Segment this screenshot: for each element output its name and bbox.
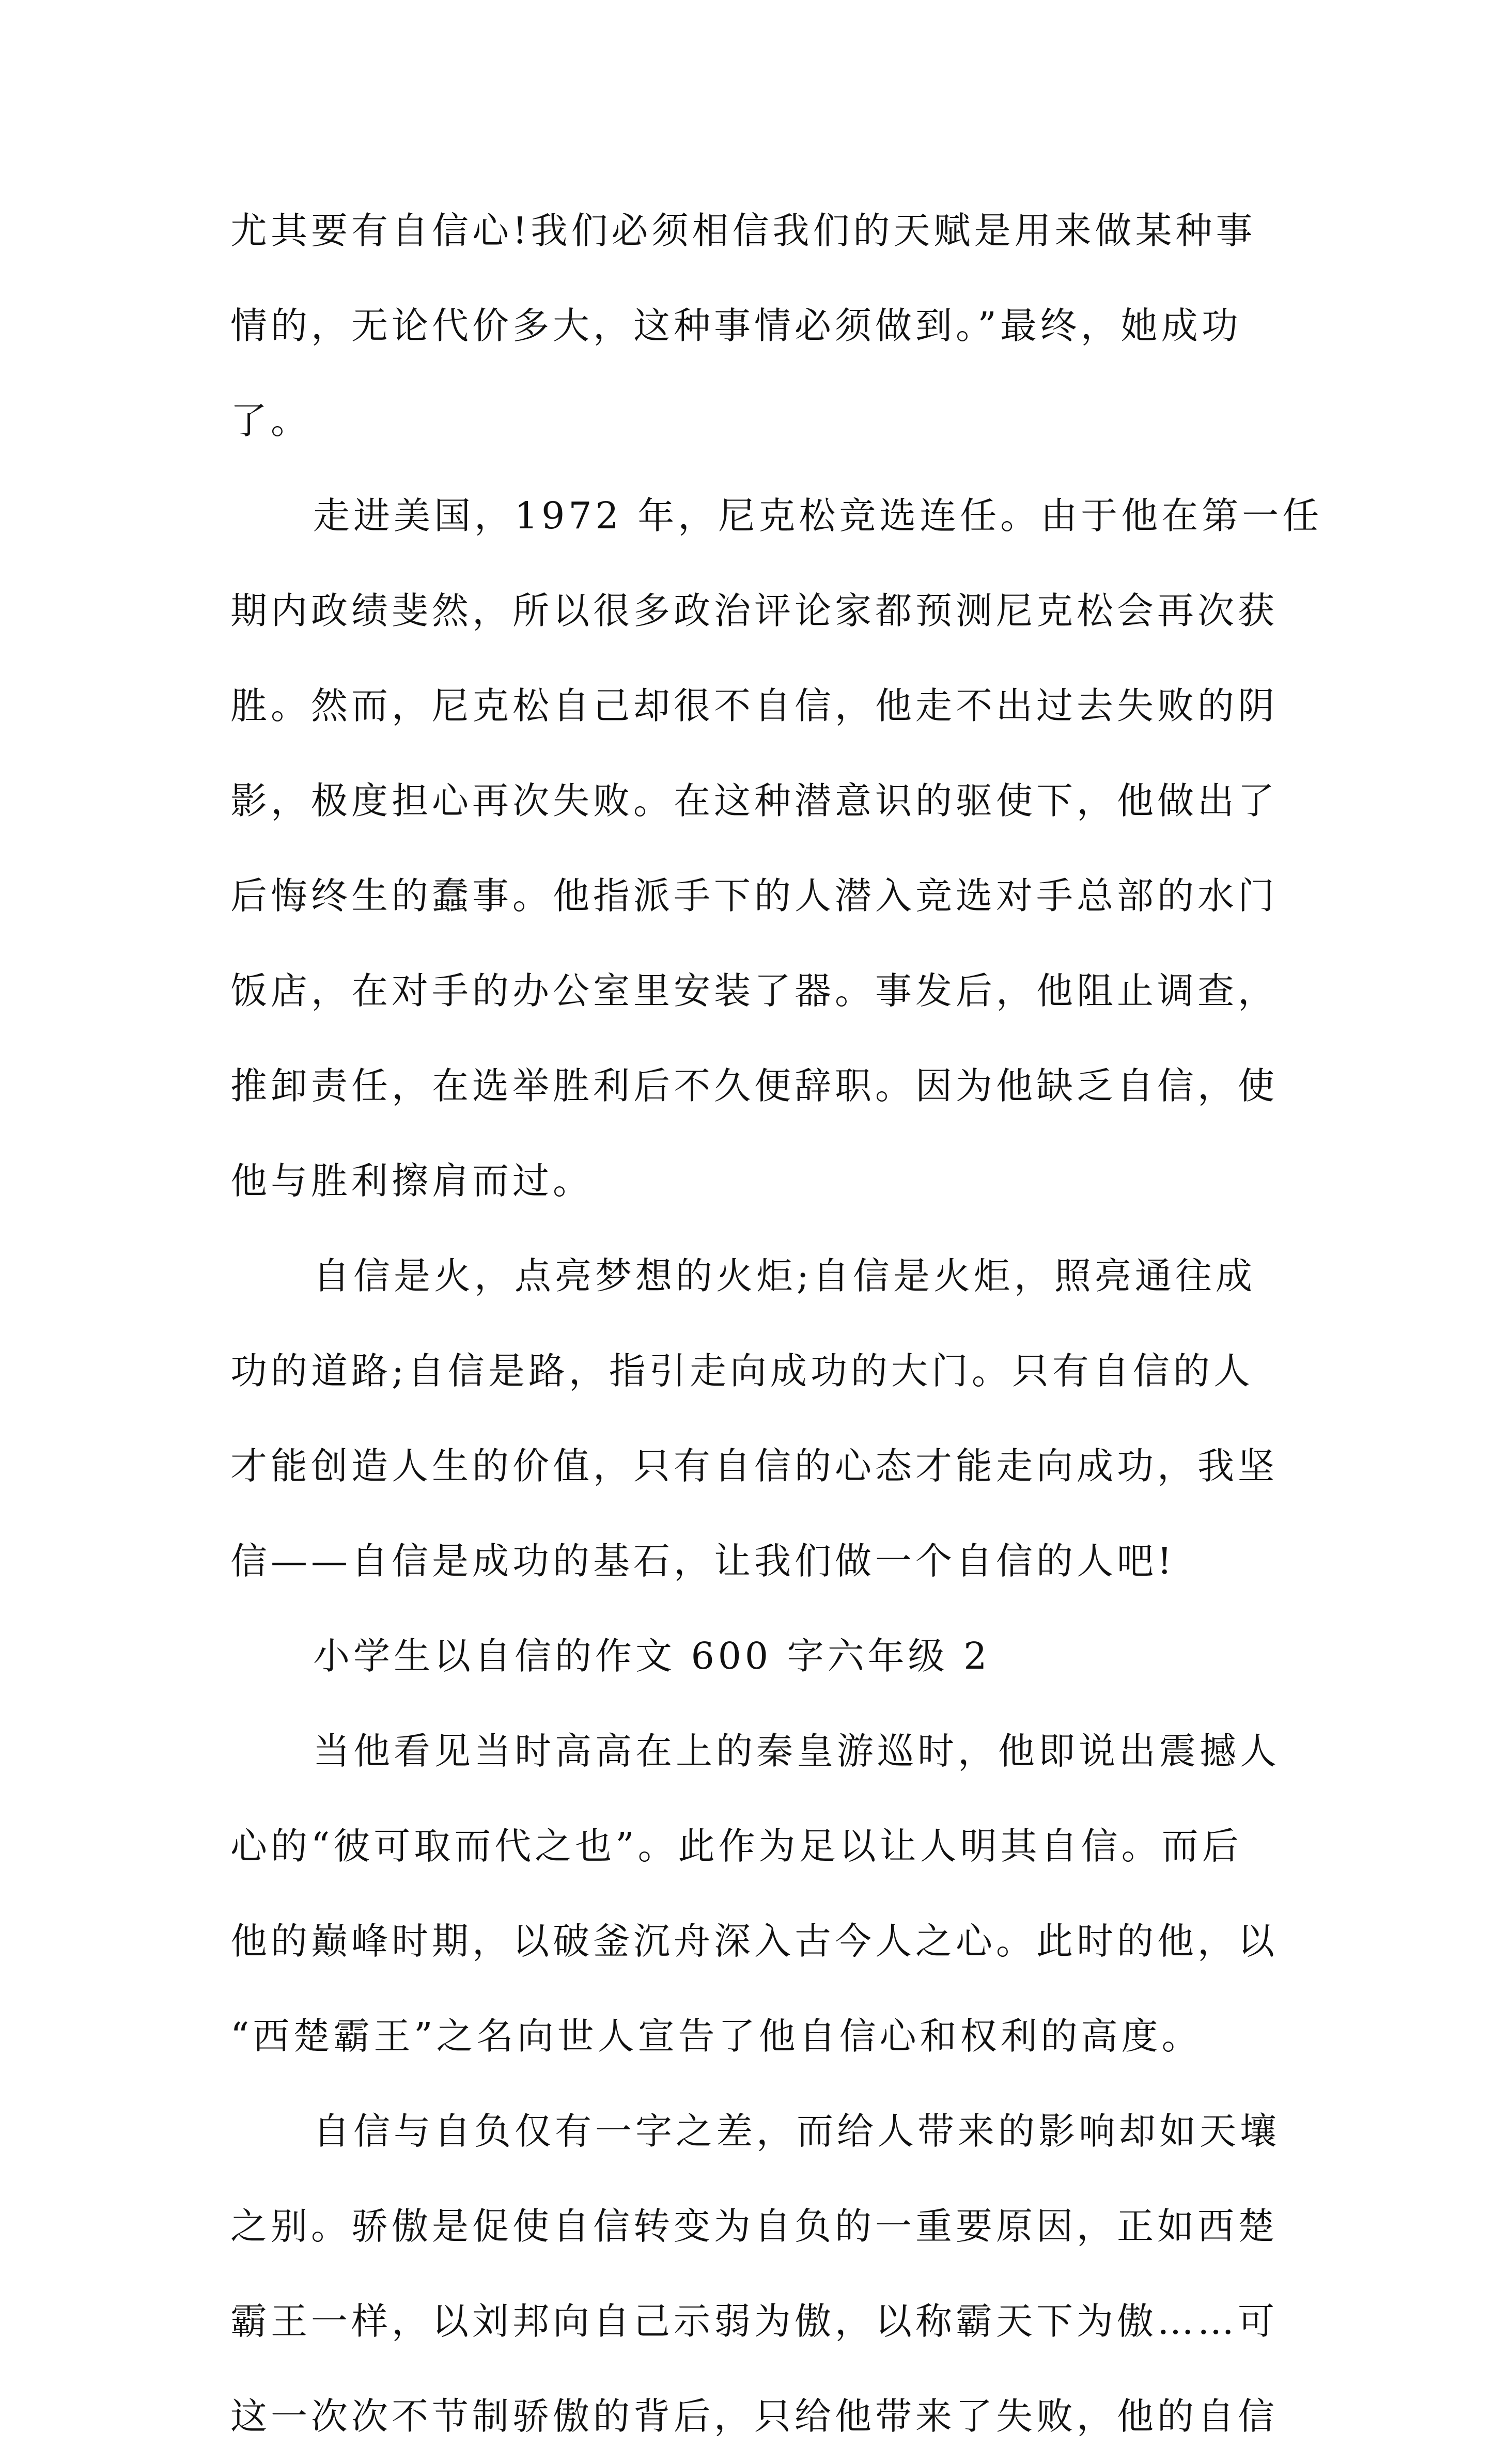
text-line: 信——自信是成功的基石，让我们做一个自信的人吧! (230, 1540, 1176, 1582)
text-line: 尤其要有自信心!我们必须相信我们的天赋是用来做某种事 (230, 209, 1256, 252)
text-line: 他的巅峰时期，以破釜沉舟深入古今人之心。此时的他，以 (230, 1920, 1279, 1963)
paragraph-start-line: 走进美国，1972 年，尼克松竞选连任。由于他在第一任 (313, 494, 1323, 537)
text-line: 之别。骄傲是促使自信转变为自负的一重要原因，正如西楚 (230, 2205, 1279, 2248)
text-line: 期内政绩斐然，所以很多政治评论家都预测尼克松会再次获 (230, 589, 1279, 632)
paragraph-start-line: 自信是火，点亮梦想的火炬;自信是火炬，照亮通往成 (313, 1254, 1256, 1297)
text-line: “西楚霸王”之名向世人宣告了他自信心和权利的高度。 (230, 2015, 1202, 2058)
text-line: 他与胜利擦肩而过。 (230, 1159, 594, 1202)
text-line: 才能创造人生的价值，只有自信的心态才能走向成功，我坚 (230, 1445, 1279, 1487)
paragraph-start-line: 自信与自负仅有一字之差，而给人带来的影响却如天壤 (313, 2110, 1281, 2153)
text-line: 推卸责任，在选举胜利后不久便辞职。因为他缺乏自信，使 (230, 1064, 1279, 1107)
text-line: 霸王一样，以刘邦向自己示弱为傲，以称霸天下为傲……可 (230, 2300, 1279, 2343)
text-line: 影，极度担心再次失败。在这种潜意识的驱使下，他做出了 (230, 779, 1279, 822)
paragraph-start-line: 当他看见当时高高在上的秦皇游巡时，他即说出震撼人 (313, 1730, 1281, 1772)
text-line: 功的道路;自信是路，指引走向成功的大门。只有自信的人 (230, 1349, 1254, 1392)
text-line: 心的“彼可取而代之也”。此作为足以让人明其自信。而后 (230, 1825, 1242, 1867)
text-line: 胜。然而，尼克松自己却很不自信，他走不出过去失败的阴 (230, 684, 1279, 727)
text-line: 了。 (230, 399, 312, 442)
essay-text (230, 183, 1323, 2464)
text-line: 后悔终生的蠢事。他指派手下的人潜入竞选对手总部的水门 (230, 874, 1279, 917)
text-line: 这一次次不节制骄傲的背后，只给他带来了失败，他的自信 (230, 2395, 1279, 2438)
text-line: 情的，无论代价多大，这种事情必须做到。”最终，她成功 (230, 304, 1242, 347)
section-heading: 小学生以自信的作文 600 字六年级 2 (313, 1635, 991, 1677)
text-line: 饭店，在对手的办公室里安装了器。事发后，他阻止调查， (230, 969, 1279, 1012)
